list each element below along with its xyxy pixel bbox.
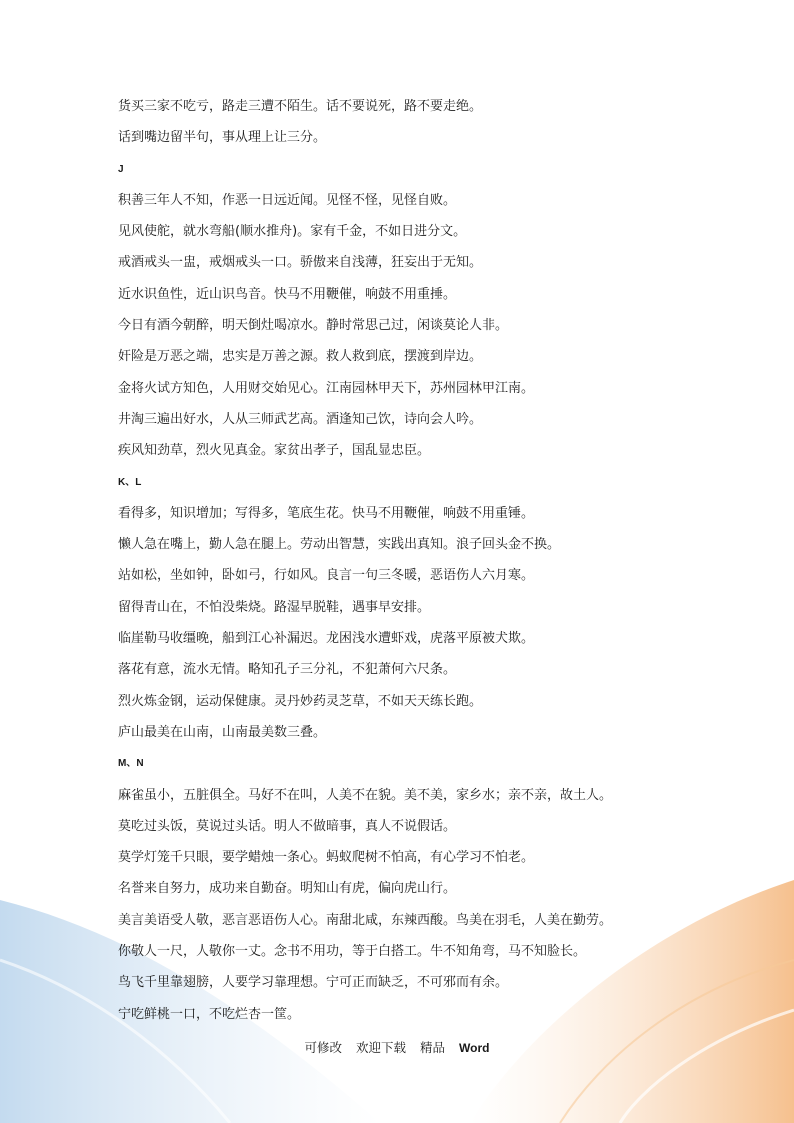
proverb-line: 金将火试方知色，人用财交始见心。江南园林甲天下，苏州园林甲江南。 (118, 380, 535, 396)
proverb-line: 话到嘴边留半句，事从理上让三分。 (118, 130, 327, 146)
proverb-line: 你敬人一尺，人敬你一丈。念书不用功，等于白搭工。牛不知角弯，马不知脸长。 (118, 944, 587, 960)
proverb-line: 莫吃过头饭，莫说过头话。明人不做暗事，真人不说假话。 (118, 818, 457, 834)
proverb-line: 积善三年人不知，作恶一日远近闻。见怪不怪，见怪自败。 (118, 192, 457, 208)
proverb-line: 烈火炼金钢，运动保健康。灵丹妙药灵芝草，不如天天练长跑。 (118, 693, 483, 709)
proverb-line: 麻雀虽小，五脏俱全。马好不在叫，人美不在貌。美不美，家乡水；亲不亲，故土人。 (118, 787, 613, 803)
proverb-line: 今日有酒今朝醉，明天倒灶喝凉水。静时常思己过，闲谈莫论人非。 (118, 318, 509, 334)
proverb-line: 美言美语受人敬，恶言恶语伤人心。南甜北咸，东辣西酸。鸟美在羽毛，人美在勤劳。 (118, 912, 613, 928)
proverb-line: 留得青山在，不怕没柴烧。路湿早脱鞋，遇事早安排。 (118, 599, 431, 615)
proverb-line: 近水识鱼性，近山识鸟音。快马不用鞭催，响鼓不用重捶。 (118, 286, 457, 302)
proverb-line: 鸟飞千里靠翅膀，人要学习靠理想。宁可正而缺乏，不可邪而有余。 (118, 975, 509, 991)
proverb-line: 戒酒戒头一盅，戒烟戒头一口。骄傲来自浅薄，狂妄出于无知。 (118, 255, 483, 271)
page-footer (0, 1038, 794, 1056)
proverb-line: 临崖勒马收缰晚，船到江心补漏迟。龙困浅水遭虾戏，虎落平原被犬欺。 (118, 631, 535, 647)
section-heading-m-n: M、N (118, 758, 144, 770)
footer-quality-text: 精品 (420, 1040, 446, 1055)
section-heading-k-l: K、L (118, 476, 142, 488)
proverb-line: 宁吃鲜桃一口，不吃烂杏一筐。 (118, 1006, 301, 1022)
proverb-line: 井淘三遍出好水，人从三师武艺高。酒逢知己饮，诗向会人吟。 (118, 411, 483, 427)
proverb-line: 站如松，坐如钟，卧如弓，行如风。良言一句三冬暖，恶语伤人六月寒。 (118, 568, 535, 584)
footer-format-text: Word (459, 1041, 490, 1055)
section-heading-j: J (118, 163, 124, 175)
footer-download-text: 欢迎下载 (356, 1040, 407, 1055)
proverb-line: 莫学灯笼千只眼，要学蜡烛一条心。蚂蚁爬树不怕高，有心学习不怕老。 (118, 850, 535, 866)
proverb-line: 落花有意，流水无情。略知孔子三分礼，不犯萧何六尺条。 (118, 662, 457, 678)
proverb-line: 庐山最美在山南，山南最美数三叠。 (118, 724, 327, 740)
proverb-line: 懒人急在嘴上，勤人急在腿上。劳动出智慧，实践出真知。浪子回头金不换。 (118, 537, 561, 553)
footer-editable-text: 可修改 (304, 1040, 343, 1055)
proverb-line: 名誉来自努力，成功来自勤奋。明知山有虎，偏向虎山行。 (118, 881, 457, 897)
proverb-line: 货买三家不吃亏，路走三遭不陌生。话不要说死，路不要走绝。 (118, 99, 483, 114)
document-body (118, 98, 738, 1037)
proverb-line: 奸险是万恶之端，忠实是万善之源。救人救到底，摆渡到岸边。 (118, 349, 483, 365)
proverb-line: 见风使舵，就水弯船(顺水推舟)。家有千金，不如日进分文。 (118, 224, 467, 240)
proverb-line: 疾风知劲草，烈火见真金。家贫出孝子，国乱显忠臣。 (118, 443, 431, 459)
proverb-line: 看得多，知识增加；写得多，笔底生花。快马不用鞭催，响鼓不用重锤。 (118, 505, 535, 521)
